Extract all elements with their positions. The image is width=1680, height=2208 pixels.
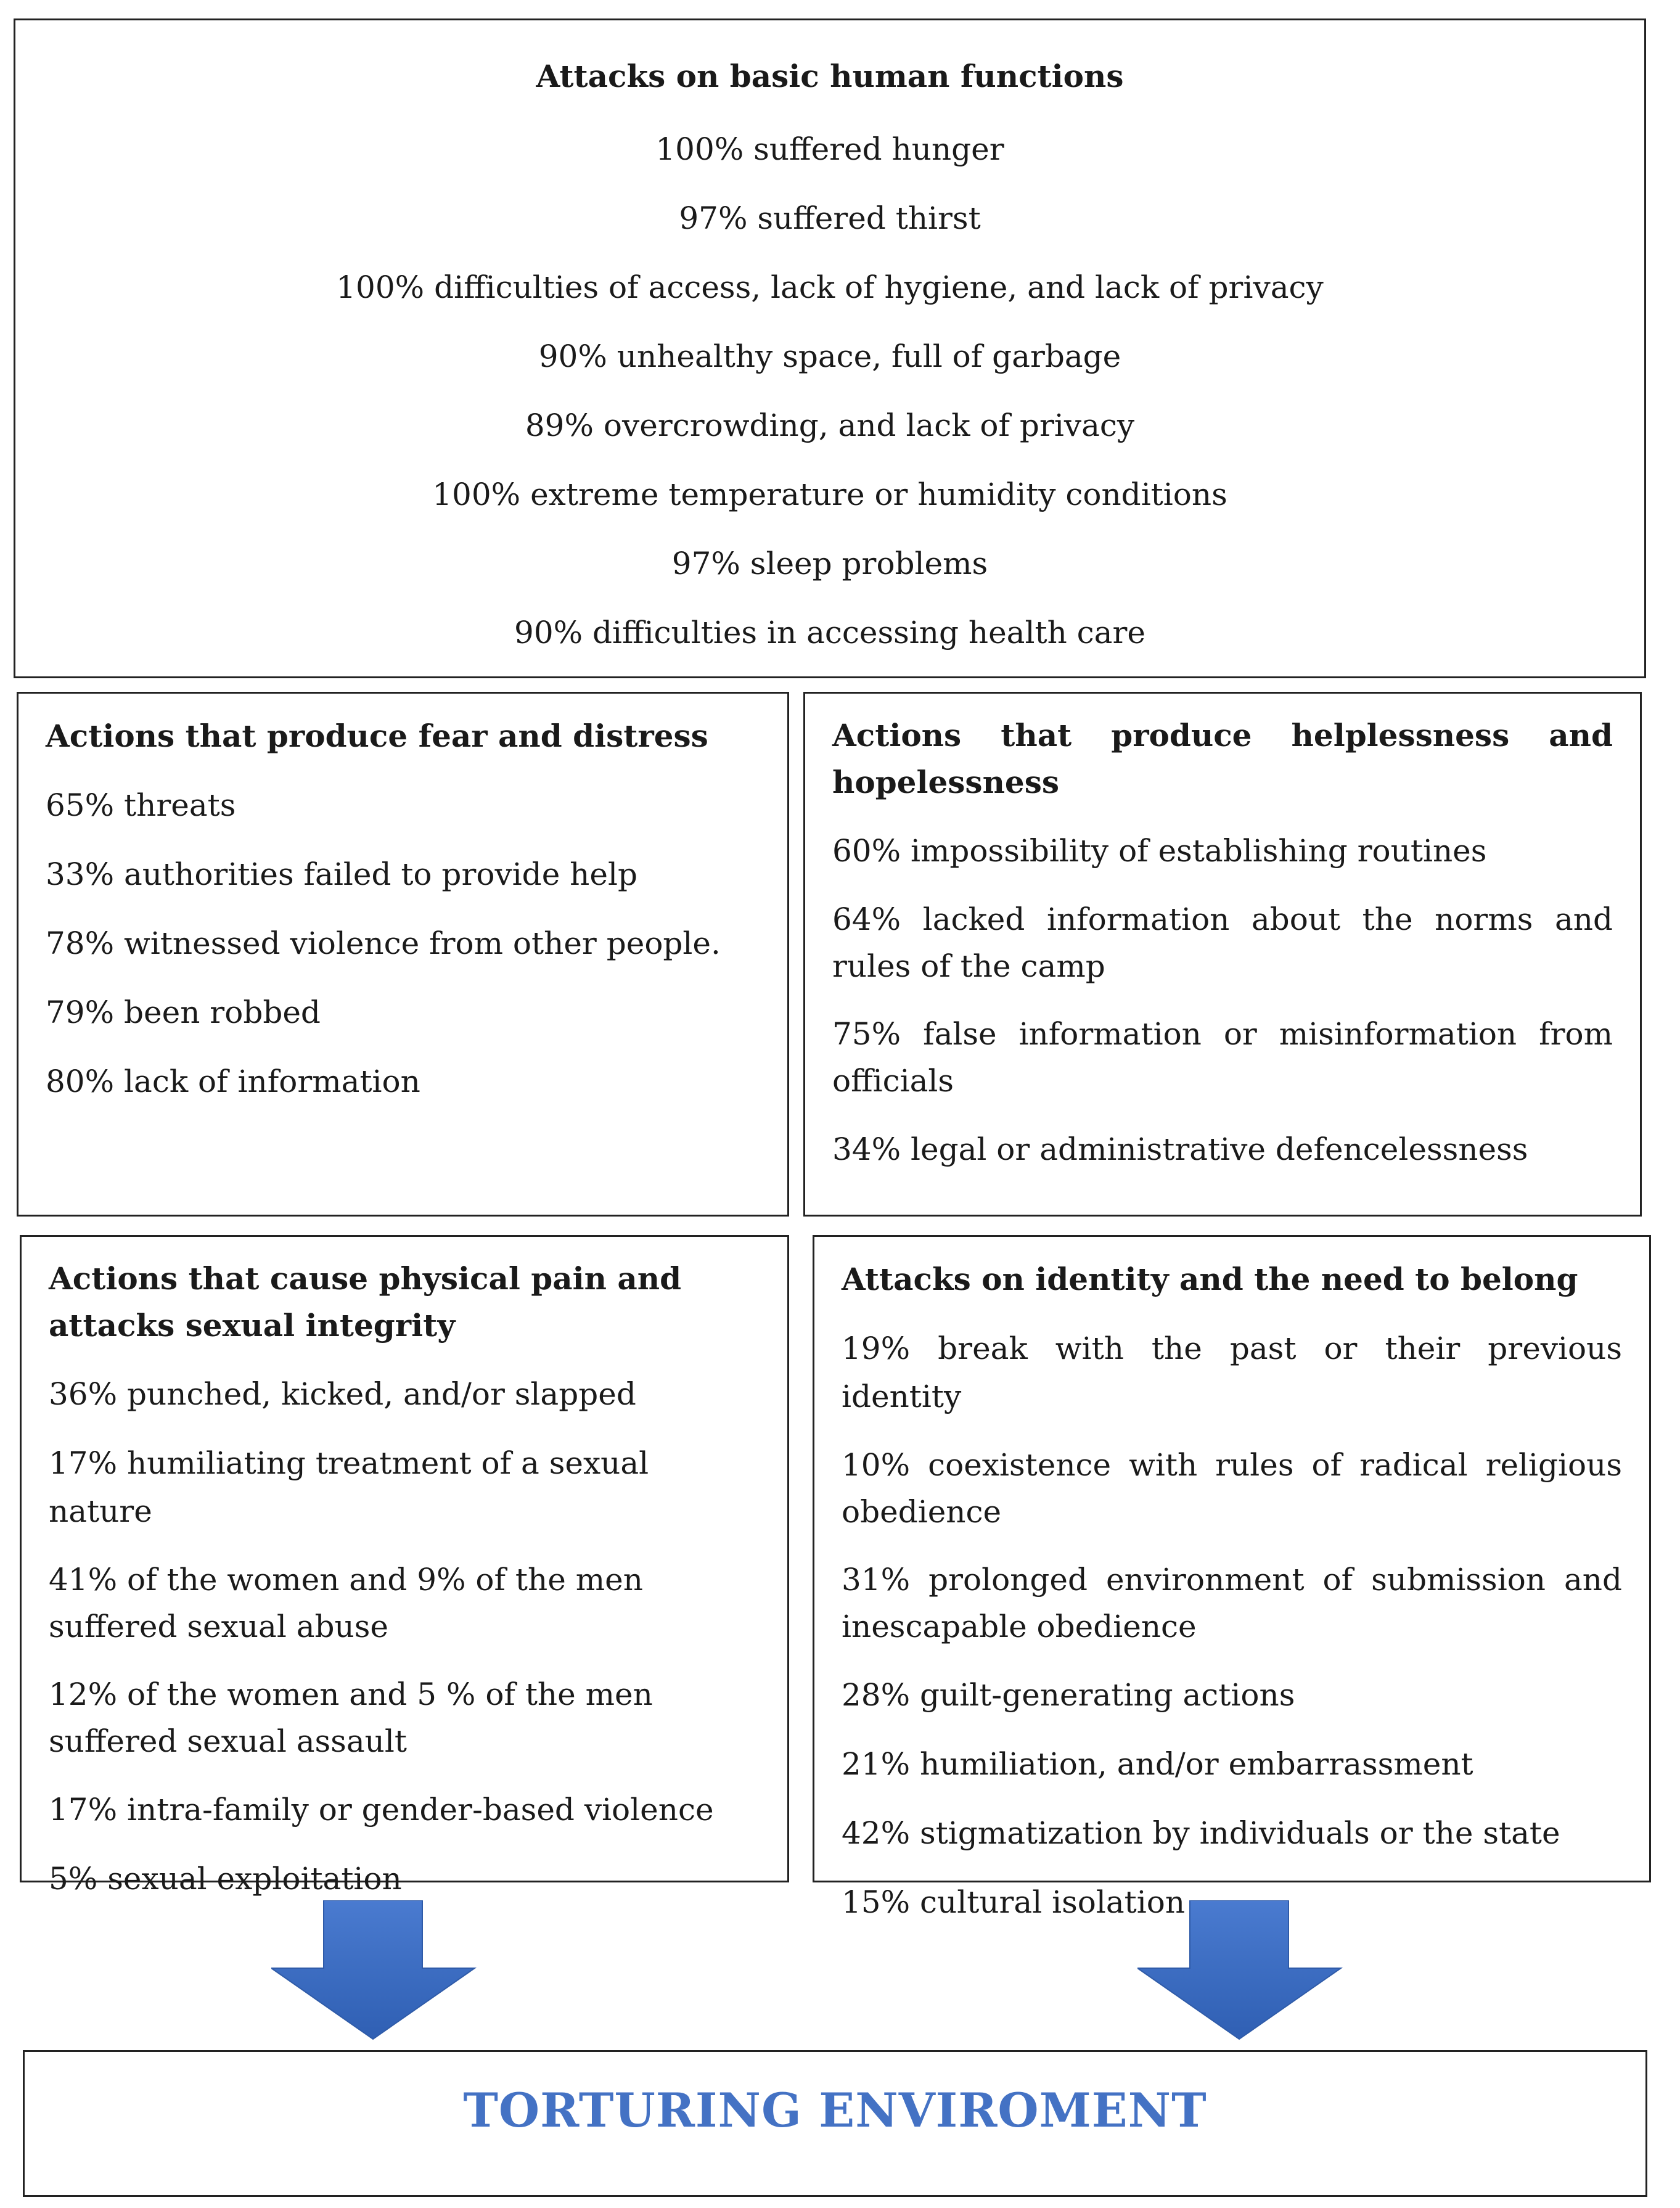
- basic-item: 97% sleep problems: [671, 546, 988, 581]
- physical-item: 36% punched, kicked, and/or slapped: [49, 1376, 636, 1412]
- helplessness-item: 75% false information or misinformation from officials: [832, 1016, 1613, 1099]
- helplessness-title: Actions that produce helplessness and hopelessness: [832, 717, 1613, 800]
- identity-box: [813, 1235, 1651, 1920]
- identity-item: 15% cultural isolation: [842, 1884, 1186, 1920]
- physical-pain-title: Actions that cause physical pain and attacks sexual integrity: [49, 1260, 682, 1344]
- identity-item: 21% humiliation, and/or embarrassment: [842, 1746, 1473, 1782]
- physical-item: 41% of the women and 9% of the men suffered sexual abuse: [49, 1562, 643, 1644]
- identity-title: Attacks on identity and the need to belong: [842, 1261, 1578, 1297]
- fear-item: 79% been robbed: [46, 995, 321, 1030]
- helplessness-item: 60% impossibility of establishing routines: [832, 833, 1487, 869]
- physical-item: 5% sexual exploitation: [49, 1861, 402, 1897]
- down-arrow-icon: [271, 1900, 481, 2042]
- helplessness-item: 64% lacked information about the norms and rules of the camp: [832, 901, 1613, 984]
- basic-functions-box: [14, 18, 1646, 678]
- basic-functions-title: Attacks on basic human functions: [536, 58, 1124, 94]
- basic-item: 100% suffered hunger: [655, 131, 1004, 167]
- physical-pain-box: [20, 1235, 789, 1897]
- basic-item: 100% extreme temperature or humidity conditions: [432, 477, 1227, 512]
- identity-item: 28% guilt-generating actions: [842, 1677, 1295, 1713]
- torturing-environment-box: [23, 2050, 1647, 2197]
- down-arrow-icon: [1137, 1900, 1347, 2042]
- identity-item: 19% break with the past or their previous identity: [842, 1331, 1622, 1414]
- physical-item: 17% intra-family or gender-based violence: [49, 1792, 714, 1828]
- basic-item: 100% difficulties of access, lack of hygiene, and lack of privacy: [336, 269, 1324, 305]
- physical-item: 17% humiliating treatment of a sexual nature: [49, 1445, 649, 1529]
- fear-distress-title: Actions that produce fear and distress: [46, 718, 708, 754]
- torturing-environment-label: TORTURING ENVIROMENT: [463, 2083, 1207, 2138]
- basic-item: 90% unhealthy space, full of garbage: [538, 339, 1121, 374]
- basic-item: 89% overcrowding, and lack of privacy: [525, 408, 1135, 443]
- identity-item: 42% stigmatization by individuals or the state: [842, 1815, 1560, 1851]
- helplessness-box: [803, 692, 1642, 1217]
- identity-item: 31% prolonged environment of submission and inescapable obedience: [842, 1562, 1622, 1644]
- basic-item: 97% suffered thirst: [679, 200, 981, 236]
- fear-item: 78% witnessed violence from other people.: [46, 925, 721, 961]
- basic-item: 90% difficulties in accessing health care: [514, 615, 1145, 650]
- identity-item: 10% coexistence with rules of radical religious obedience: [842, 1447, 1622, 1530]
- fear-item: 33% authorities failed to provide help: [46, 856, 637, 892]
- fear-distress-box: [17, 692, 789, 1217]
- physical-item: 12% of the women and 5 % of the men suffered sexual assault: [49, 1677, 653, 1759]
- fear-item: 80% lack of information: [46, 1064, 420, 1099]
- fear-item: 65% threats: [46, 787, 236, 823]
- helplessness-item: 34% legal or administrative defencelessness: [832, 1131, 1528, 1167]
